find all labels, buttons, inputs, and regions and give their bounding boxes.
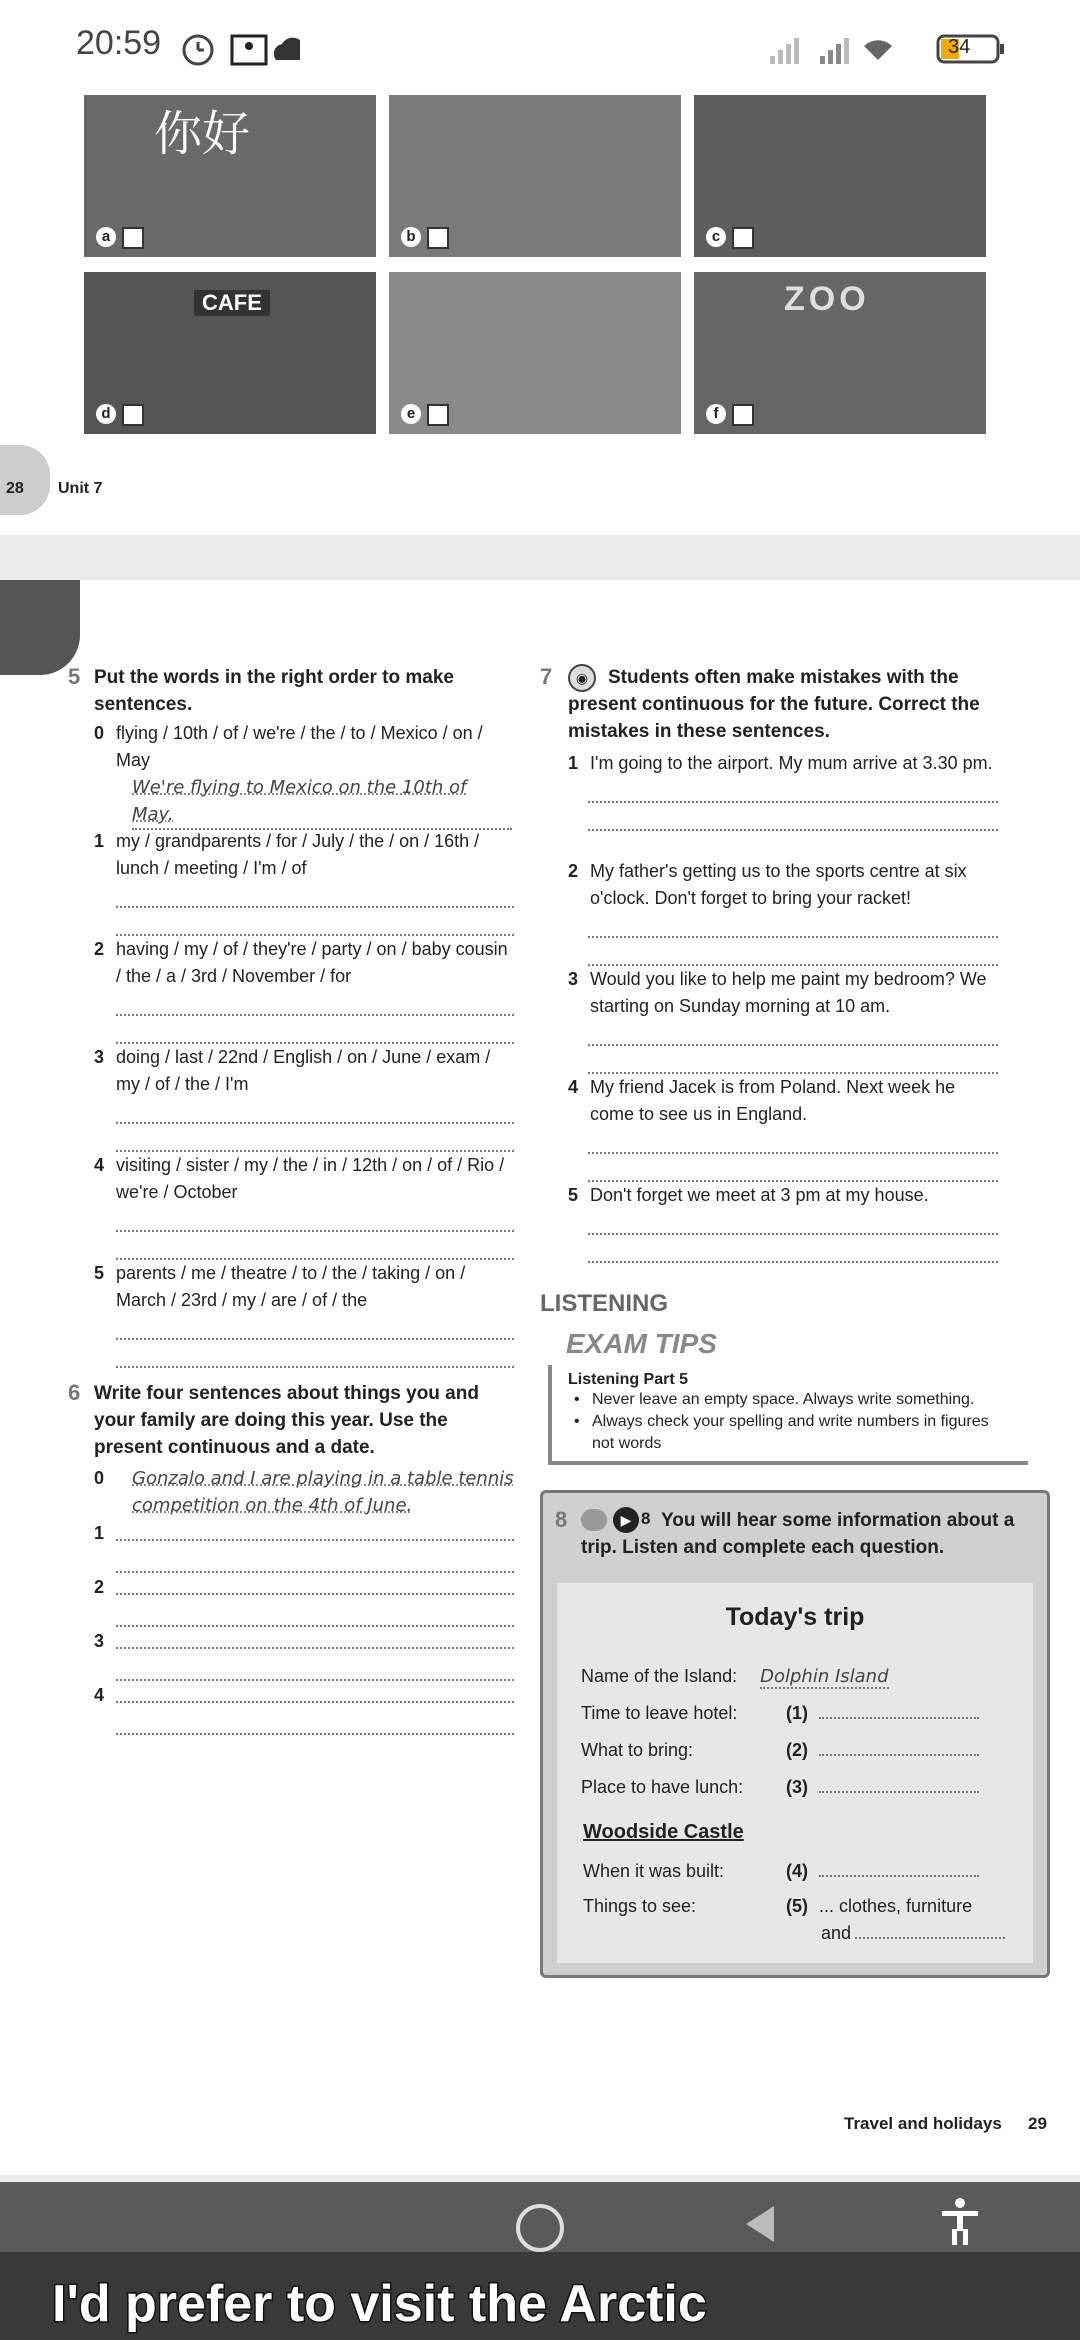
form-row-1: Time to leave hotel: (1): [581, 1700, 1021, 1727]
photo-e: e: [389, 272, 681, 434]
track-number: 8: [641, 1509, 651, 1528]
unit-label: Unit 7: [58, 480, 103, 497]
ex6-example: 0 Gonzalo and I are playing in a table tennis competition on the 4th of June.: [94, 1465, 514, 1519]
page-number-28: 28: [6, 480, 24, 497]
castle-heading: Woodside Castle: [583, 1821, 744, 1843]
answer-line[interactable]: [116, 1679, 514, 1681]
tip-2: • Always check your spelling and write numbers in figures not words: [574, 1413, 989, 1452]
photo-f-checkbox[interactable]: [732, 404, 754, 426]
ex5-title: Put the words in the right order to make sentences.: [94, 667, 454, 715]
answer-line[interactable]: [588, 936, 998, 938]
listening-heading: LISTENING: [540, 1290, 669, 1317]
answer-line[interactable]: [588, 801, 998, 803]
ex5-item-0-answer: We're flying to Mexico on the 10th of May.: [132, 774, 512, 830]
ex5-item-0: 0 flying / 10th / of / we're / the / to / Mexico / on / May We're flying to Mexico on the 10th of May.: [94, 720, 514, 830]
home-nav-icon[interactable]: [500, 2194, 580, 2254]
form-row-island: Name of the Island: Dolphin Island: [581, 1666, 889, 1687]
answer-line[interactable]: [116, 1571, 514, 1573]
photo-c: c: [694, 95, 986, 257]
form-title: Today's trip: [725, 1603, 865, 1631]
photo-d-checkbox[interactable]: [122, 404, 144, 426]
ex6-line-3: 3: [94, 1628, 514, 1681]
answer-line[interactable]: [819, 1791, 979, 1793]
photo-e-checkbox[interactable]: [427, 404, 449, 426]
answer-line[interactable]: [116, 1230, 514, 1232]
answer-line[interactable]: [588, 1152, 998, 1154]
ex6-number: 6: [68, 1380, 81, 1405]
photo-b-checkbox[interactable]: [427, 227, 449, 249]
signal-wifi-battery: [760, 30, 1020, 70]
clock: 20:59: [76, 24, 162, 62]
ex5-number: 5: [68, 664, 81, 689]
island-answer: Dolphin Island: [760, 1666, 889, 1687]
answer-line[interactable]: [819, 1754, 979, 1756]
ex7-item-3: 3 Would you like to help me paint my bedroom? We starting on Sunday morning at 10 am.: [568, 966, 998, 1074]
battery-level: 34: [948, 36, 971, 58]
page-28: [0, 80, 1080, 535]
ex5-item-2: 2 having / my / of / they're / party / on / baby cousin / the / a / 3rd / November / for: [94, 936, 514, 1044]
tips-part: Listening Part 5: [568, 1371, 689, 1388]
answer-line[interactable]: [819, 1875, 979, 1877]
ex6-line-2: 2: [94, 1574, 514, 1627]
exam-tips-title: EXAM TIPS: [566, 1328, 717, 1359]
video-caption: I'd prefer to visit the Arctic: [52, 2275, 707, 2333]
answer-line[interactable]: [116, 1625, 514, 1627]
answer-line[interactable]: [116, 1366, 514, 1368]
ex5-item-4: 4 visiting / sister / my / the / in / 12th / on / of / Rio / we're / October: [94, 1152, 514, 1260]
video-strip: [0, 2182, 1080, 2340]
ex7-item-2: 2 My father's getting us to the sports centre at six o'clock. Don't forget to bring your racket!: [568, 858, 998, 966]
ex8-number: 8: [555, 1507, 568, 1532]
answer-line[interactable]: [116, 1593, 514, 1595]
ex6-example-answer: Gonzalo and I are playing in a table tennis competition on the 4th of June.: [132, 1468, 514, 1516]
photo-c-checkbox[interactable]: [732, 227, 754, 249]
answer-line[interactable]: [116, 906, 514, 908]
photo-b: b: [389, 95, 681, 257]
answer-line[interactable]: [116, 1539, 514, 1541]
answer-line[interactable]: [588, 1044, 998, 1046]
answer-line[interactable]: [116, 1014, 514, 1016]
trip-form: [557, 1583, 1033, 1963]
photo-a-checkbox[interactable]: [122, 227, 144, 249]
answer-line[interactable]: [116, 1122, 514, 1124]
exam-tips-box: [548, 1365, 1028, 1465]
ex5-item-3: 3 doing / last / 22nd / English / on / June / exam / my / of / the / I'm: [94, 1044, 514, 1152]
ex5-item-1: 1 my / grandparents / for / July / the / on / 16th / lunch / meeting / I'm / of: [94, 828, 514, 936]
photo-d: CAFE d: [84, 272, 376, 434]
page-footer-title: Travel and holidays: [844, 2114, 1002, 2133]
ex7-item-4: 4 My friend Jacek is from Poland. Next week he come to see us in England.: [568, 1074, 998, 1182]
photo-a: 你好 a: [84, 95, 376, 257]
answer-line[interactable]: [116, 1338, 514, 1340]
answer-line[interactable]: [588, 1233, 998, 1235]
back-nav-icon[interactable]: [740, 2200, 780, 2250]
eye-icon: ◉: [568, 664, 596, 692]
ex8-box: [540, 1490, 1050, 1978]
ex6-line-4: 4: [94, 1682, 514, 1735]
ex5-item-5: 5 parents / me / theatre / to / the / taking / on / March / 23rd / my / are / of / the: [94, 1260, 514, 1368]
form-row-5: Things to see: (5) ... clothes, furniture and: [583, 1893, 1033, 1947]
answer-line[interactable]: [819, 1717, 979, 1719]
ink-splash: [0, 580, 80, 675]
ex7-item-5: 5 Don't forget we meet at 3 pm at my house.: [568, 1182, 998, 1263]
ex7-number: 7: [540, 664, 553, 689]
ex6-line-1: 1: [94, 1520, 514, 1573]
answer-line[interactable]: [116, 1733, 514, 1735]
ex7-title: Students often make mistakes with the present continuous for the future. Correct the mistakes in these sentences.: [568, 667, 980, 742]
photo-f: ZOO f: [694, 272, 986, 434]
accessibility-icon[interactable]: [938, 2196, 982, 2248]
form-row-4: When it was built: (4): [583, 1858, 1023, 1885]
page-number-29: 29: [1028, 2114, 1047, 2133]
status-icons: [180, 32, 300, 68]
ex7-item-1: 1 I'm going to the airport. My mum arrive at 3.30 pm.: [568, 750, 998, 831]
answer-line[interactable]: [116, 1647, 514, 1649]
form-row-3: Place to have lunch: (3): [581, 1774, 1021, 1801]
answer-line[interactable]: [588, 1261, 998, 1263]
ex6-title: Write four sentences about things you and your family are doing this year. Use the present continuous and a date.: [94, 1383, 479, 1458]
answer-line[interactable]: [116, 1701, 514, 1703]
play-icon[interactable]: ▶: [613, 1507, 639, 1533]
page-29: [0, 580, 1080, 2175]
ex8-title: You will hear some information about a trip. Listen and complete each question.: [581, 1510, 1015, 1558]
answer-line[interactable]: [588, 829, 998, 831]
form-row-2: What to bring: (2): [581, 1737, 1021, 1764]
answer-line[interactable]: [855, 1937, 1005, 1939]
tip-1: • Never leave an empty space. Always write something.: [574, 1391, 975, 1408]
